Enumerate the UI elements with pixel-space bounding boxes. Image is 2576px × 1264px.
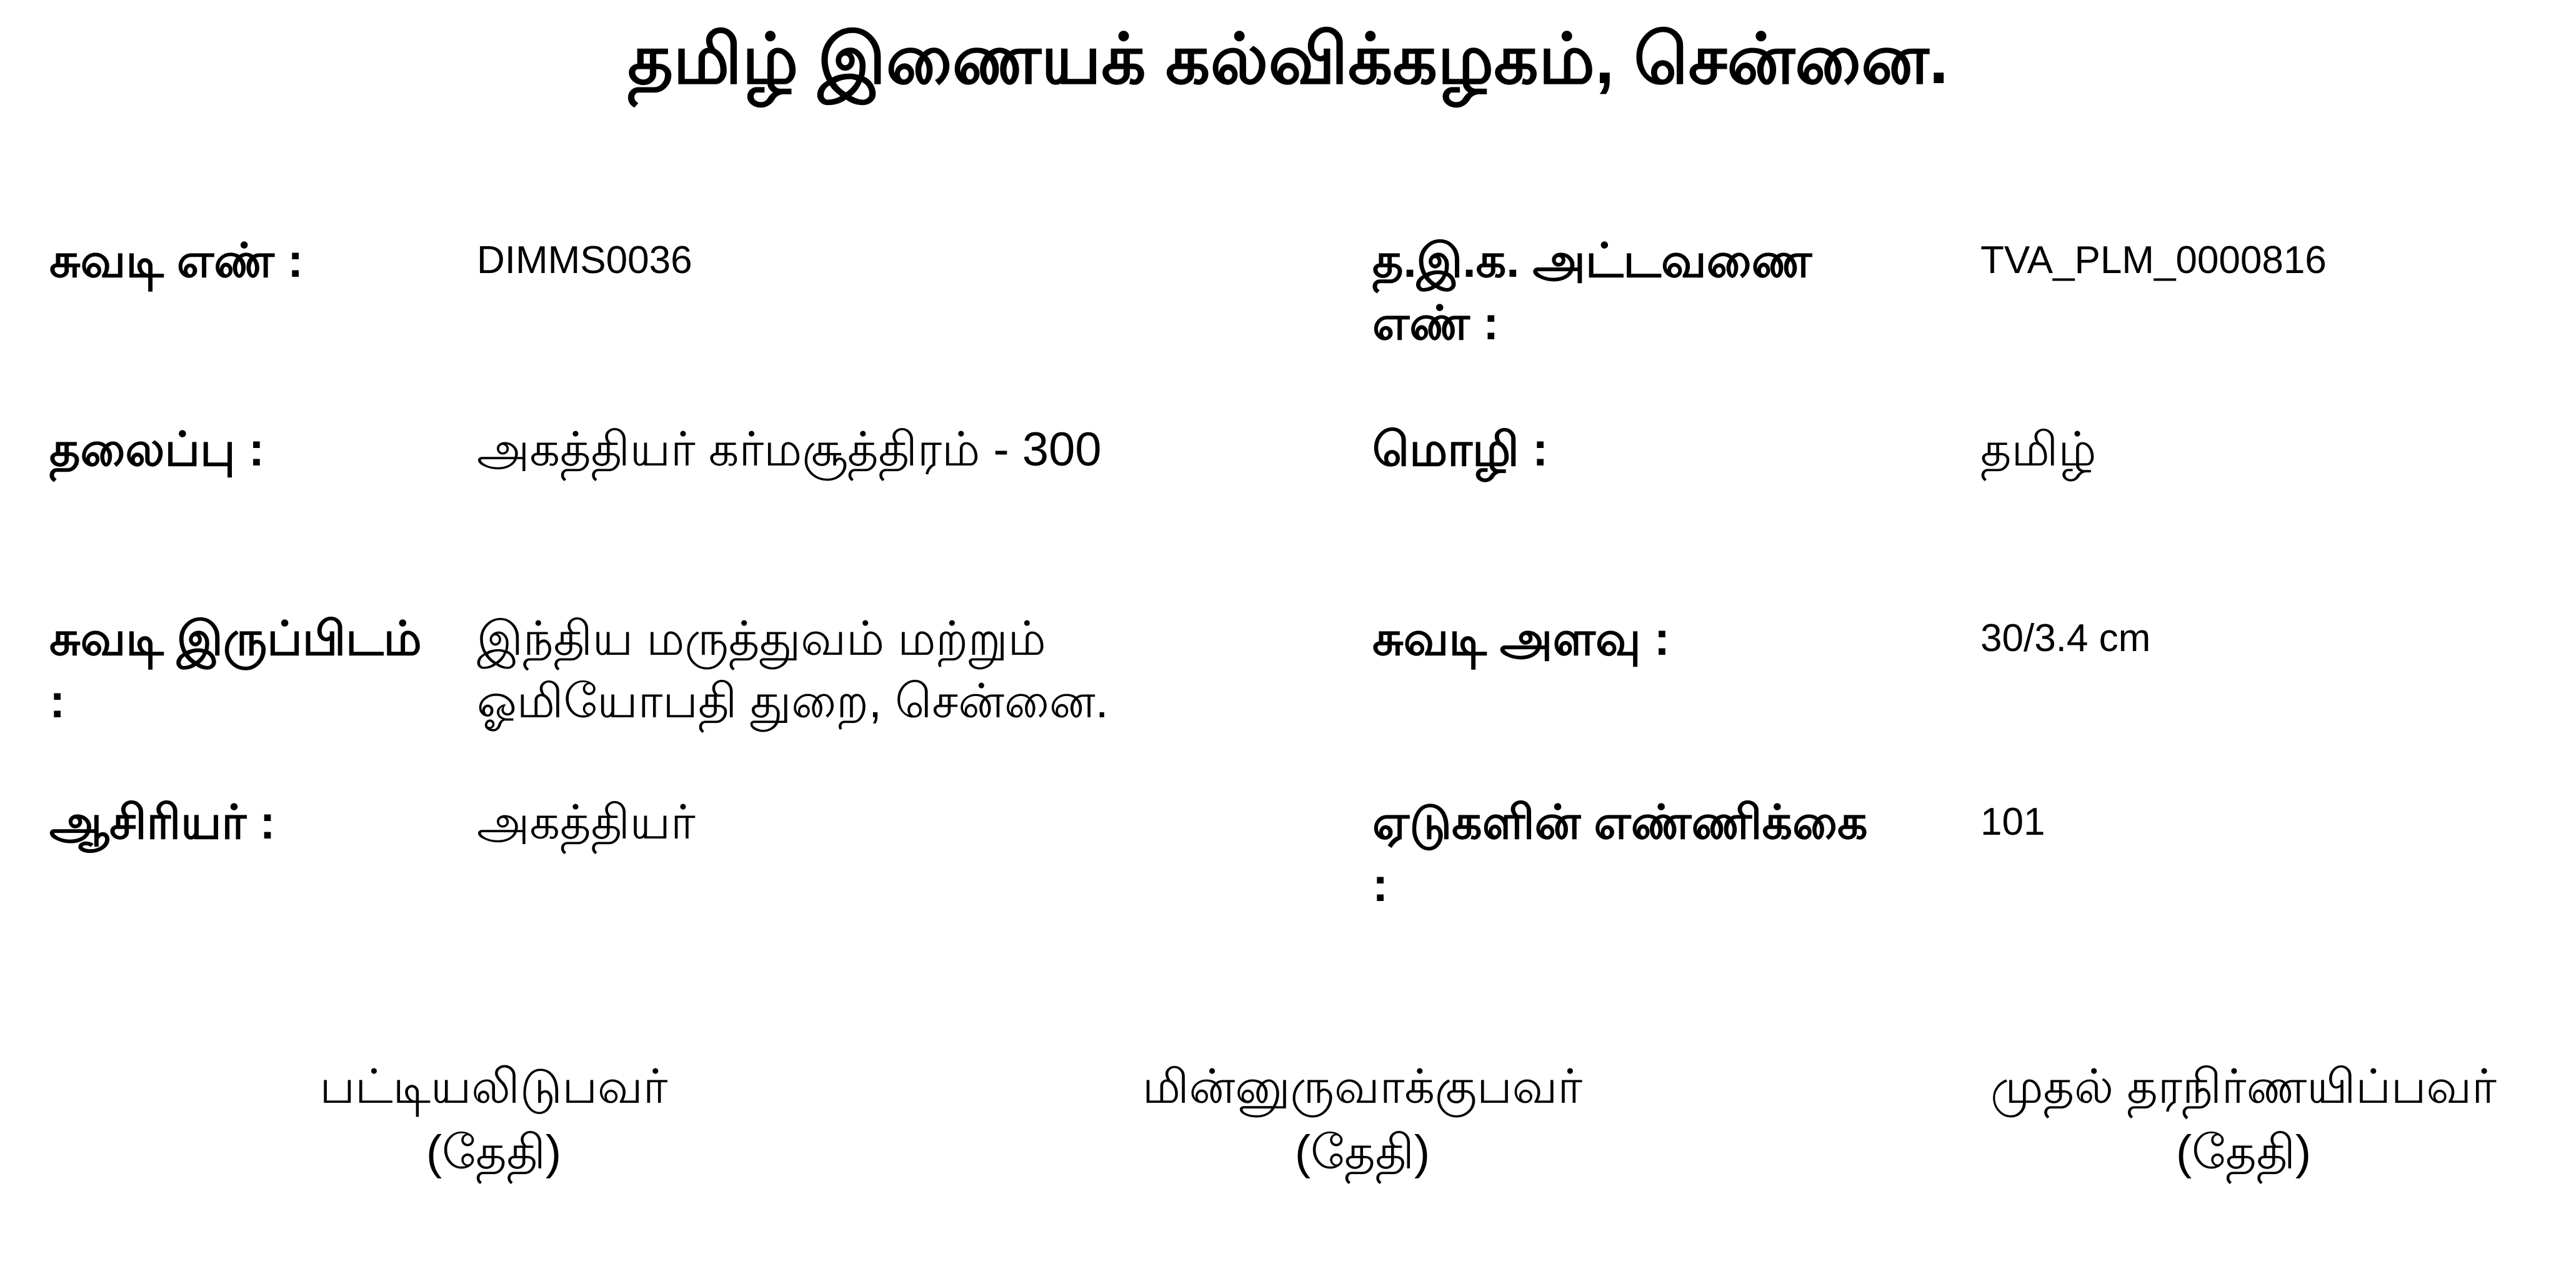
field-value-language: தமிழ்	[1980, 423, 2097, 476]
page-title: தமிழ் இணையக் கல்விக்கழகம், சென்னை.	[627, 20, 1949, 98]
field-value-location: இந்திய மருத்துவம் மற்றும் ஓமியோபதி துறை, சென்னை.	[477, 612, 1109, 729]
field-label-title: தலைப்பு :	[49, 423, 265, 476]
field-value-author: அகத்தியர்	[477, 796, 696, 849]
signature-cataloguer	[109, 1055, 878, 1186]
field-value-title: அகத்தியர் கர்மசூத்திரம் - 300	[477, 423, 1102, 476]
signature-cataloguer-date-label: (தேதி)	[426, 1125, 562, 1179]
signature-digitizer-date-label: (தேதி)	[1294, 1125, 1430, 1179]
signature-row	[0, 1055, 2576, 1264]
signature-first-assessor	[1859, 1055, 2576, 1186]
field-value-manuscript-number: DIMMS0036	[477, 239, 692, 282]
field-value-size: 30/3.4 cm	[1980, 617, 2151, 660]
field-label-manuscript-number: சுவடி எண் :	[49, 234, 304, 287]
field-label-author: ஆசிரியர் :	[49, 796, 276, 849]
field-label-leaves-count: ஏடுகளின் எண்ணிக்கை :	[1372, 796, 1868, 912]
field-label-catalog-number: த.இ.க. அட்டவணை எண் :	[1372, 234, 1812, 351]
signature-digitizer	[978, 1055, 1747, 1186]
signature-digitizer-role: மின்னுருவாக்குபவர்	[1142, 1060, 1583, 1113]
field-label-language: மொழி :	[1372, 423, 1549, 476]
field-label-size: சுவடி அளவு :	[1372, 612, 1670, 665]
field-value-leaves-count: 101	[1980, 800, 2045, 843]
signature-first-assessor-role: முதல் தரநிர்ணயிப்பவர்	[1990, 1060, 2497, 1113]
signature-first-assessor-date-label: (தேதி)	[2175, 1125, 2312, 1179]
signature-cataloguer-role: பட்டியலிடுபவர்	[319, 1060, 668, 1113]
field-label-location: சுவடி இருப்பிடம் :	[49, 612, 422, 729]
field-value-catalog-number: TVA_PLM_0000816	[1980, 239, 2327, 282]
fields-grid	[49, 230, 2549, 917]
